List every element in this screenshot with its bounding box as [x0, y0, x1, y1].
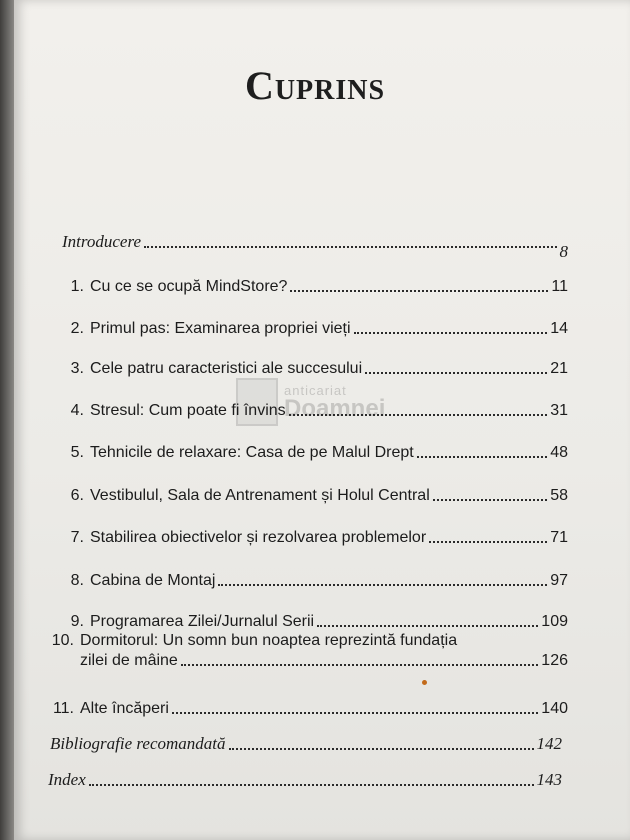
toc-page-number: 140 [541, 700, 568, 717]
page-title: Cuprins [244, 63, 386, 108]
toc-leader-dots [354, 332, 548, 334]
toc-page-number: 21 [550, 360, 568, 377]
toc-page-number: 31 [550, 402, 568, 419]
toc-entry-title: Programarea Zilei/Jurnalul Serii [90, 613, 315, 630]
toc-entry-title: Stresul: Cum poate fi învins [90, 402, 286, 419]
toc-entry[interactable] [60, 613, 568, 631]
toc-entry[interactable] [60, 444, 568, 462]
toc-entry-number: 2. [70, 320, 84, 337]
toc-entry-bibliografie[interactable] [50, 734, 562, 754]
ink-speck [422, 680, 427, 685]
toc-entry-title: Dormitorul: Un somn bun noaptea reprezintă fundația [80, 632, 458, 649]
toc-entry[interactable] [60, 402, 568, 420]
toc-leader-dots [317, 625, 538, 627]
toc-entry[interactable] [50, 700, 568, 718]
toc-leader-dots [229, 748, 534, 750]
toc-entry-number: 5. [70, 444, 84, 461]
toc-entry-number: 4. [70, 402, 84, 419]
toc-entry-number: 9. [70, 613, 84, 630]
toc-entry[interactable] [60, 529, 568, 547]
toc-page-number: 71 [550, 529, 568, 546]
toc-page-number: 97 [550, 572, 568, 589]
toc-leader-dots [289, 414, 548, 416]
toc-entry[interactable] [60, 278, 568, 296]
toc-leader-dots [172, 712, 538, 714]
toc-entry-title-continued: zilei de mâine [80, 652, 178, 669]
toc-page-number: 142 [536, 734, 562, 753]
toc-entry-introducere-page [540, 242, 568, 262]
toc-entry-number: 7. [70, 529, 84, 546]
toc-entry-title: Cabina de Montaj [90, 572, 216, 589]
toc-page-number: 126 [541, 652, 568, 669]
toc-page-number: 143 [536, 770, 562, 789]
toc-page-number: 14 [550, 320, 568, 337]
toc-entry-title: Tehnicile de relaxare: Casa de pe Malul Drept [90, 444, 414, 461]
toc-entry-title: Index [48, 770, 86, 789]
toc-entry-title: Bibliografie recomandată [50, 734, 226, 753]
toc-entry-title: Primul pas: Examinarea propriei vieți [90, 320, 351, 337]
toc-entry-multiline[interactable] [50, 632, 568, 670]
toc-page-number: 58 [550, 487, 568, 504]
toc-leader-dots [144, 246, 557, 248]
toc-entry-introducere[interactable] [62, 232, 560, 252]
toc-entry-number: 6. [70, 487, 84, 504]
toc-entry-title: Cele patru caracteristici ale succesului [90, 360, 363, 377]
toc-entry[interactable] [60, 320, 568, 338]
toc-entry[interactable] [60, 572, 568, 590]
toc-page-number: 109 [541, 613, 568, 630]
toc-page-number: 8 [559, 242, 568, 261]
toc-entry-number: 8. [70, 572, 84, 589]
toc-entry-title: Alte încăperi [80, 700, 169, 717]
toc-entry-number: 1. [70, 278, 84, 295]
toc-entry-title: Introducere [62, 232, 141, 251]
toc-leader-dots [365, 372, 547, 374]
toc-entry-number: 11. [52, 700, 74, 717]
toc-entry[interactable] [60, 360, 568, 378]
toc-entry-number: 3. [70, 360, 84, 377]
toc-leader-dots [429, 541, 547, 543]
toc-page-number: 48 [550, 444, 568, 461]
watermark-big-text: Doamnei [284, 394, 386, 422]
toc-entry-number: 10. [51, 632, 74, 649]
toc-leader-dots [218, 584, 547, 586]
toc-page-number: 11 [551, 278, 568, 295]
watermark-small-text: anticariat [284, 382, 347, 398]
toc-leader-dots [181, 664, 538, 666]
toc-leader-dots [290, 290, 548, 292]
toc-leader-dots [89, 784, 534, 786]
toc-entry-title: Cu ce se ocupă MindStore? [90, 278, 288, 295]
toc-entry[interactable] [60, 487, 568, 505]
toc-entry-index[interactable] [48, 770, 562, 790]
toc-leader-dots [433, 499, 547, 501]
toc-entry-title: Stabilirea obiectivelor și rezolvarea problemelor [90, 529, 427, 546]
toc-leader-dots [417, 456, 547, 458]
toc-entry-title: Vestibulul, Sala de Antrenament și Holul Central [90, 487, 430, 504]
